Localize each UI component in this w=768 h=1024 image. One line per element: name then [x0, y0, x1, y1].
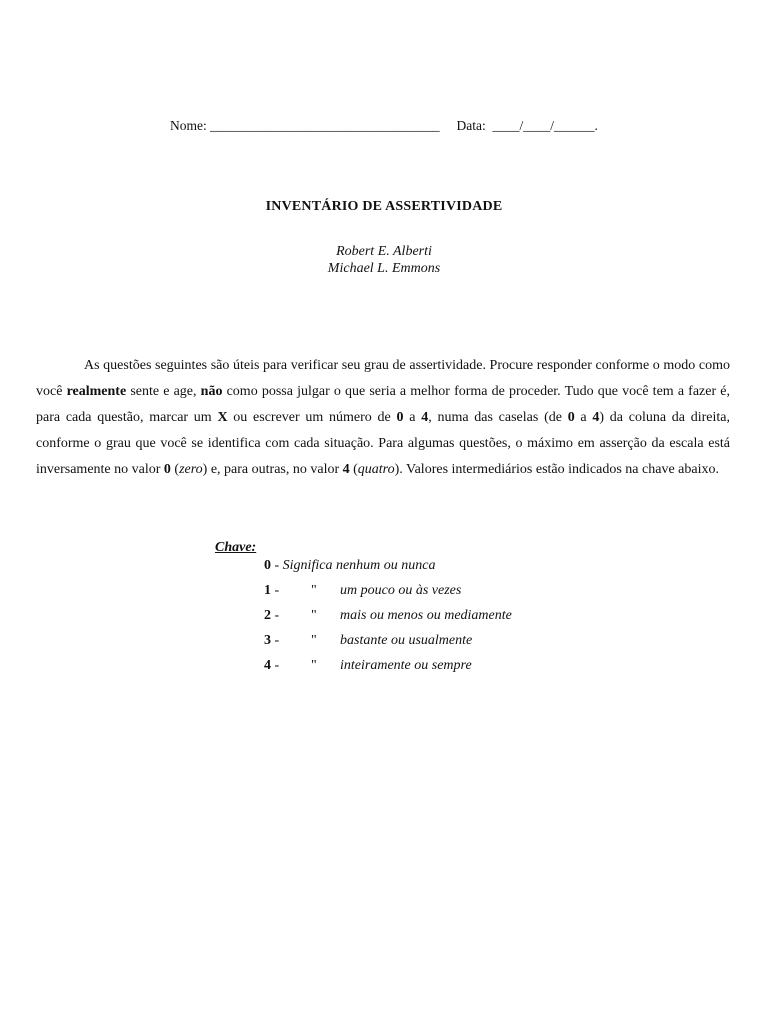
intro-italic: zero — [179, 462, 203, 477]
intro-text: ( — [170, 462, 180, 477]
nome-label: Nome: — [170, 118, 207, 133]
data-blank: ____/____/______. — [492, 118, 598, 133]
key-item — [264, 557, 435, 582]
intro-text: sente e age, — [126, 384, 201, 399]
key-description: inteiramente ou sempre — [340, 658, 472, 673]
intro-bold: 4 — [342, 462, 350, 477]
intro-text: ou escrever um número de — [227, 410, 397, 425]
intro-text: ) da coluna da direita, conforme o grau que você se identifica com cada situação. Para algumas questões, o máximo em asserção da escala está inversamente no valor — [36, 410, 731, 477]
document-title: INVENTÁRIO DE ASSERTIVIDADE — [265, 199, 503, 214]
nome-blank: __________________________________ — [210, 118, 440, 133]
intro-italic: quatro — [357, 462, 395, 477]
key-item — [264, 657, 472, 682]
key-description: Significa nenhum ou nunca — [282, 558, 436, 573]
key-number: 3 — [264, 633, 271, 648]
key-item — [264, 632, 473, 657]
key-number: 0 — [264, 558, 271, 573]
intro-text: como possa julgar o que seria a melhor forma de proceder. Tudo que você tem a fazer é, para cada questão, marcar um — [36, 384, 730, 425]
key-number: 2 — [264, 608, 271, 623]
intro-bold: 0 — [567, 410, 575, 425]
authors — [0, 243, 768, 277]
key-dash: - — [271, 658, 280, 673]
key-number: 1 — [264, 583, 271, 598]
ditto-mark: " — [311, 583, 317, 598]
intro-paragraph — [36, 353, 730, 483]
intro-text: , numa das caselas (de — [428, 410, 568, 425]
key-description: bastante ou usualmente — [340, 633, 473, 648]
intro-text: a — [574, 410, 593, 425]
key-item — [264, 607, 512, 632]
chave-label: Chave: — [215, 540, 257, 555]
intro-text: As questões seguintes são úteis para verificar seu grau de assertividade. Procure responder conforme o modo como você — [36, 358, 730, 399]
key-dash: - — [271, 583, 280, 598]
intro-bold: 4 — [592, 410, 600, 425]
header-line — [0, 118, 768, 134]
key-description: um pouco ou às vezes — [340, 583, 462, 598]
intro-bold: 0 — [396, 410, 404, 425]
intro-bold: 0 — [163, 462, 171, 477]
author-name: Michael L. Emmons — [327, 261, 441, 276]
key-dash: - — [271, 558, 283, 573]
key-dash: - — [271, 633, 280, 648]
intro-text: ) e, para outras, no valor — [202, 462, 343, 477]
intro-bold: realmente — [66, 384, 127, 399]
intro-bold: 4 — [421, 410, 429, 425]
key-item — [264, 582, 462, 607]
intro-bold: X — [217, 410, 228, 425]
data-label: Data: — [456, 118, 486, 133]
ditto-mark: " — [311, 658, 317, 673]
intro-text: a — [403, 410, 422, 425]
ditto-mark: " — [311, 608, 317, 623]
key-number: 4 — [264, 658, 271, 673]
key-list — [264, 557, 512, 682]
intro-bold: não — [200, 384, 223, 399]
ditto-mark: " — [311, 633, 317, 648]
intro-text: ( — [349, 462, 358, 477]
intro-text: ). Valores intermediários estão indicados na chave abaixo. — [394, 462, 719, 477]
author-name: Robert E. Alberti — [336, 244, 432, 259]
key-description: mais ou menos ou mediamente — [340, 608, 512, 623]
key-dash: - — [271, 608, 280, 623]
